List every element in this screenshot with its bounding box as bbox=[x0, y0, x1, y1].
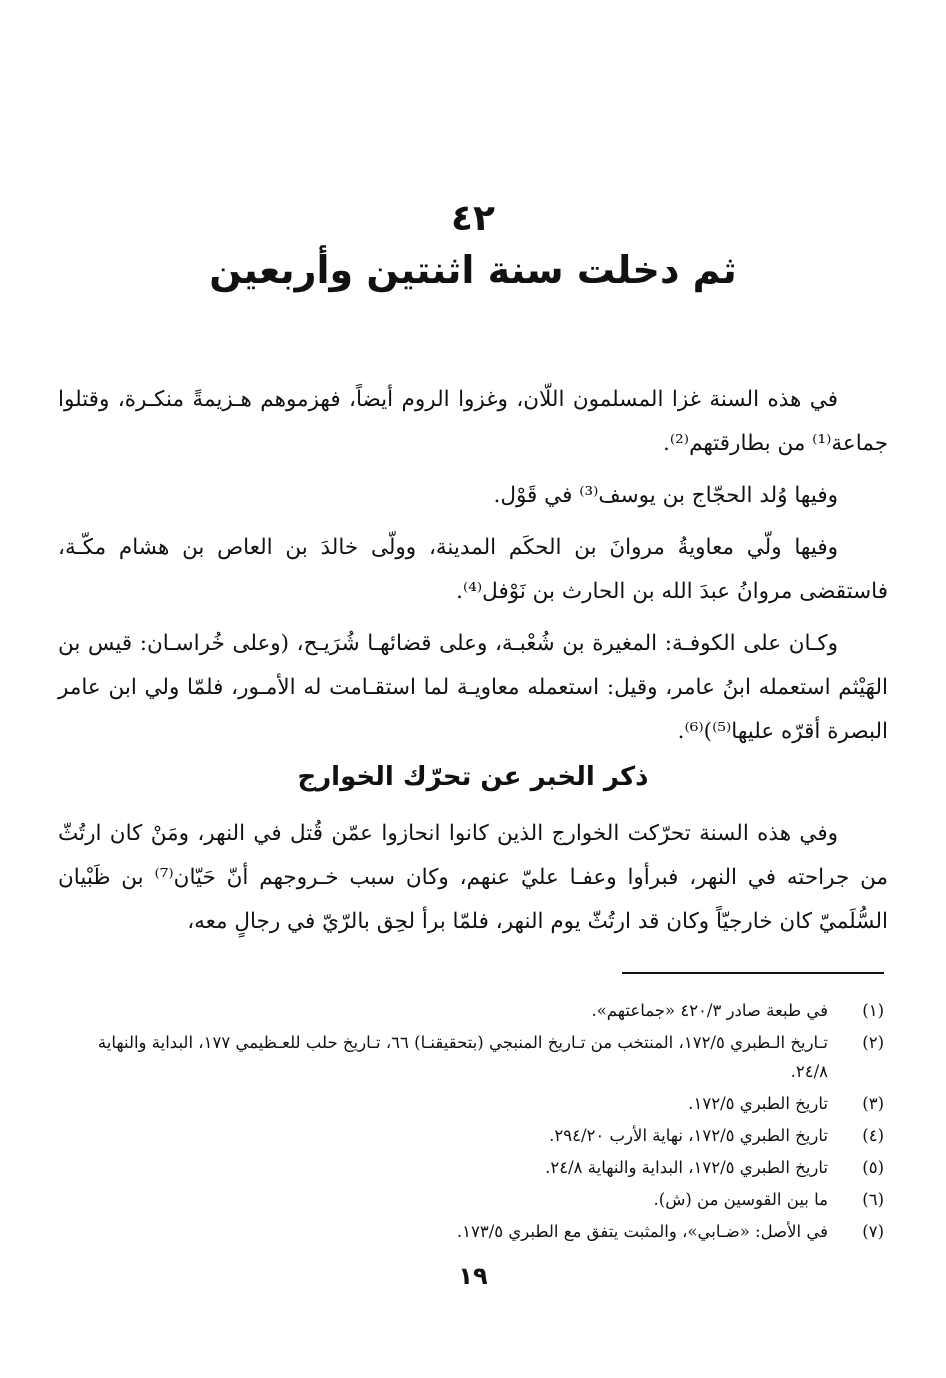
section-text bbox=[58, 812, 888, 944]
footnote-number: (٦) bbox=[862, 1190, 884, 1209]
footnote-number: (٥) bbox=[862, 1158, 884, 1177]
chapter-title: ثم دخلت سنة اثنتين وأربعين bbox=[209, 248, 737, 292]
footnote-number: (١) bbox=[862, 1001, 884, 1020]
footnote-number: (٧) bbox=[862, 1222, 884, 1241]
footnote-number: (٤) bbox=[862, 1126, 884, 1145]
chapter-number: ٤٢ bbox=[451, 198, 495, 239]
footnote-text: ما بين القوسين من (ش). bbox=[653, 1190, 828, 1209]
footnote-text: تاريخ الطبري ١٧٢/٥، نهاية الأرب ٢٩٤/٢٠. bbox=[549, 1126, 828, 1145]
footnote-text: تـاريخ الـطبري ١٧٢/٥، المنتخب من تـاريخ المنبجي (بتحقيقنـا) ٦٦، تـاريخ حلب للعـظيمي ١٧٧، البداية والنهاية ٢٤/٨. bbox=[97, 1033, 828, 1081]
footnote-number: (٣) bbox=[862, 1094, 884, 1113]
footnote bbox=[58, 1121, 884, 1150]
section-heading: ذكر الخبر عن تحرّك الخوارج bbox=[297, 762, 649, 792]
footnote-text: تاريخ الطبري ١٧٢/٥. bbox=[688, 1094, 828, 1113]
footnote-text: في طبعة صادر ٤٢٠/٣ «جماعتهم». bbox=[591, 1001, 828, 1020]
paragraph: وفي هذه السنة تحرّكت الخوارج الذين كانوا انحازوا عمّن قُتل في النهر، ومَنْ كان ارتُثّ من جراحته في النهر، فبرأوا وعفـا عليّ عنهم، وكان سبب خـروجهم أنّ حَيّان⁽⁷⁾ بن ظَبْيان السُّلَميّ كان خارجيّاً وكان قد ارتُثّ يوم النهر، فلمّا برأ لحِق بالرّيّ في رجالٍ معه، bbox=[58, 821, 889, 934]
footnote-number: (٢) bbox=[862, 1033, 884, 1052]
paragraph: وفيها وُلد الحجّاج بن يوسف⁽³⁾ في قَوْل. bbox=[493, 483, 838, 508]
main-text bbox=[58, 378, 888, 762]
page-number: ١٩ bbox=[458, 1262, 488, 1290]
footnote bbox=[58, 1089, 884, 1118]
footnote bbox=[58, 1217, 884, 1246]
footnote bbox=[58, 996, 884, 1025]
footnote-text: في الأصل: «ضـابي»، والمثبت يتفق مع الطبري ١٧٣/٥. bbox=[456, 1222, 828, 1241]
footnotes bbox=[58, 996, 884, 1249]
footnote-divider bbox=[622, 972, 884, 974]
footnote bbox=[58, 1185, 884, 1214]
paragraph: وفيها ولّي معاويةُ مروانَ بن الحكَم المدينة، وولّى خالدَ بن العاص بن هشام مكّـة، فاستقضى مروانُ عبدَ الله بن الحارث بن نَوْفل⁽⁴⁾. bbox=[58, 535, 888, 604]
footnote bbox=[58, 1153, 884, 1182]
footnote-text: تاريخ الطبري ١٧٢/٥، البداية والنهاية ٢٤/٨. bbox=[545, 1158, 828, 1177]
paragraph: وكـان على الكوفـة: المغيرة بن شُعْبـة، وعلى قضائهـا شُرَيـح، (وعلى خُراسـان: قيس بن الهَيْثم استعمله ابنُ عامر، وقيل: استعمله معاويـة لما استقـامت له الأمـور، فلمّا ولي ابن عامر البصرة أقرّه عليها⁽⁵⁾)⁽⁶⁾. bbox=[58, 631, 888, 744]
footnote bbox=[58, 1028, 884, 1086]
paragraph: في هذه السنة غزا المسلمون اللّان، وغزوا الروم أيضاً، فهزموهم هـزيمةً منكـرة، وقتلوا جماعة⁽¹⁾ من بطارقتهم⁽²⁾. bbox=[58, 387, 888, 456]
